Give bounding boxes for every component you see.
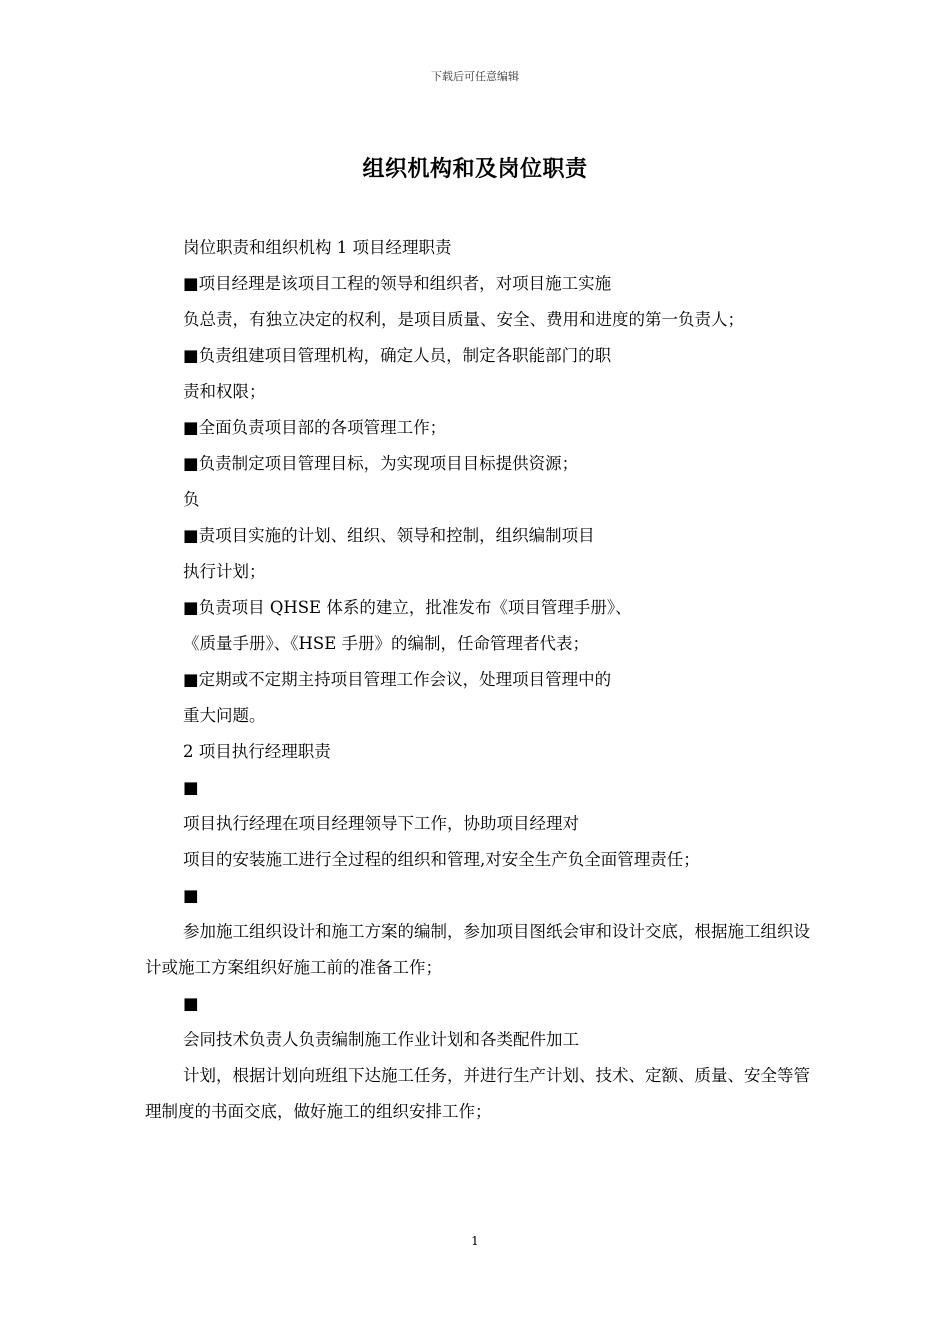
paragraph: 负总责，有独立决定的权利，是项目质量、安全、费用和进度的第一负责人； — [183, 310, 744, 329]
paragraph: ■项目经理是该项目工程的领导和组织者，对项目施工实施 — [183, 274, 612, 293]
paragraph: ■ — [183, 778, 199, 797]
paragraph: ■ — [183, 994, 199, 1013]
page-header-note: 下载后可任意编辑 — [431, 70, 519, 83]
paragraph: 项目的安装施工进行全过程的组织和管理,对安全生产负全面管理责任； — [183, 850, 700, 869]
paragraph: 负 — [183, 490, 200, 509]
paragraph: 计划，根据计划向班组下达施工任务，并进行生产计划、技术、定额、质量、安全等管理制度的书面交底，做好施工的组织安排工作； — [145, 1066, 810, 1121]
paragraph: 项目执行经理在项目经理领导下工作，协助项目经理对 — [183, 814, 579, 833]
paragraph: 《质量手册》、《HSE 手册》的编制，任命管理者代表； — [183, 634, 589, 653]
paragraph: ■责项目实施的计划、组织、领导和控制，组织编制项目 — [183, 526, 595, 545]
paragraph: 责和权限； — [183, 382, 266, 401]
paragraph: 会同技术负责人负责编制施工作业计划和各类配件加工 — [183, 1030, 579, 1049]
page-number: 1 — [471, 1234, 479, 1248]
paragraph: 2 项目执行经理职责 — [183, 742, 331, 761]
paragraph: ■负责制定项目管理目标，为实现项目目标提供资源； — [183, 454, 579, 473]
paragraph: ■ — [183, 886, 199, 905]
paragraph: 参加施工组织设计和施工方案的编制，参加项目图纸会审和设计交底，根据施工组织设计或施工方案组织好施工前的准备工作； — [145, 922, 810, 977]
paragraph: 重大问题。 — [183, 706, 266, 725]
paragraph: ■负责项目 QHSE 体系的建立，批准发布《项目管理手册》、 — [183, 598, 632, 617]
document-body — [145, 230, 810, 1130]
paragraph: ■定期或不定期主持项目管理工作会议，处理项目管理中的 — [183, 670, 612, 689]
paragraph: ■负责组建项目管理机构，确定人员，制定各职能部门的职 — [183, 346, 612, 365]
paragraph: 岗位职责和组织机构 1 项目经理职责 — [183, 238, 452, 257]
paragraph: ■全面负责项目部的各项管理工作； — [183, 418, 447, 437]
paragraph: 执行计划； — [183, 562, 266, 581]
document-title: 组织机构和及岗位职责 — [362, 156, 588, 182]
